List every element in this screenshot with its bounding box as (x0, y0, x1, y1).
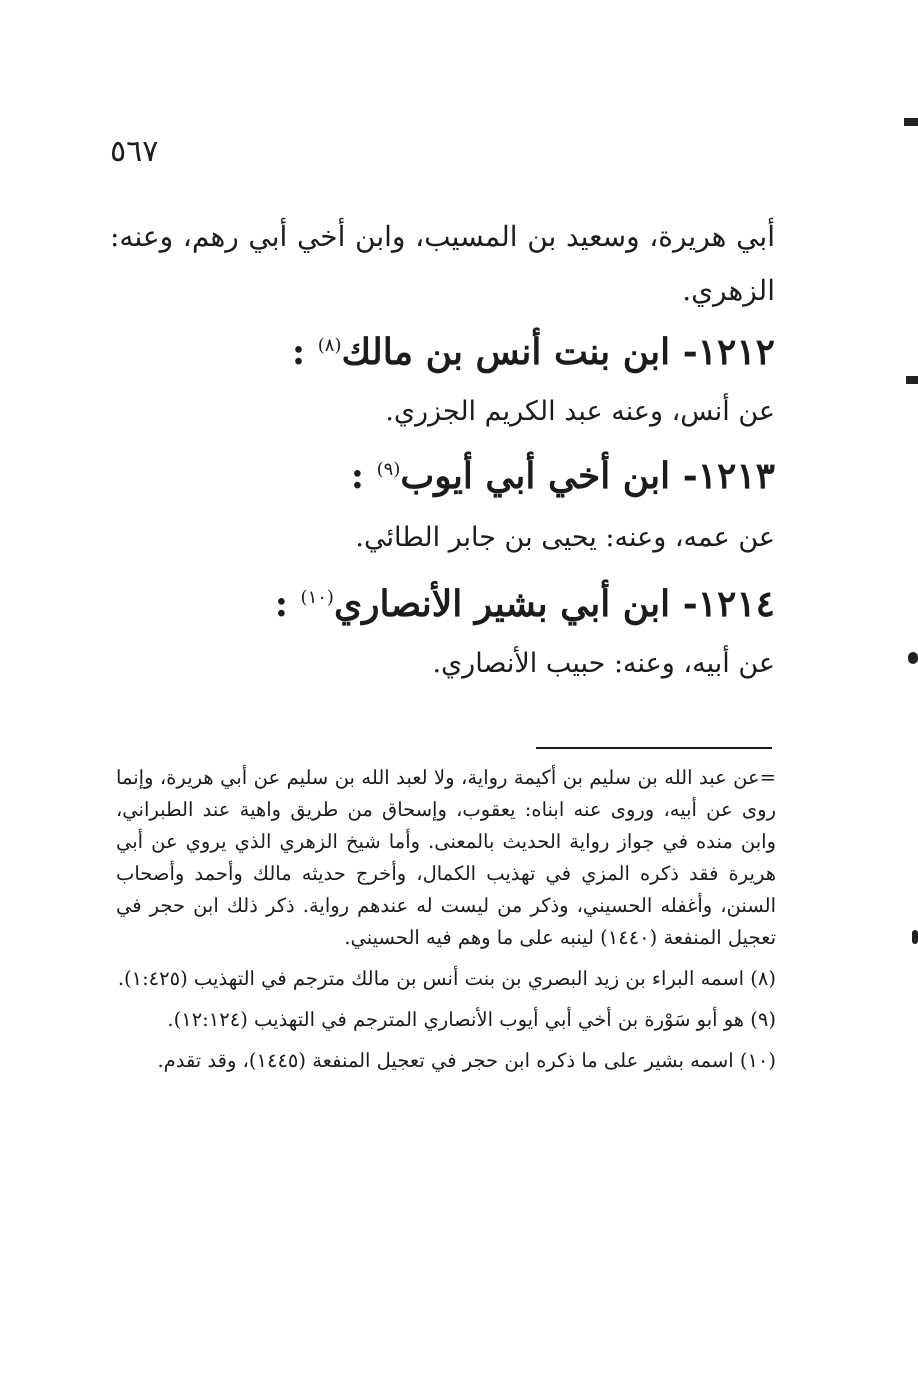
footnote-ref: (٩) (376, 459, 401, 480)
scan-edge-mark (908, 652, 918, 664)
entry-colon: : (291, 331, 306, 373)
entry-body-1214: عن أبيه، وعنه: حبيب الأنصاري. (432, 648, 775, 679)
entry-number: ١٢١٣ (697, 455, 775, 497)
footnote-10: (١٠) اسمه بشير على ما ذكره ابن حجر في تعجيل المنفعة (١٤٤٥)، وقد تقدم. (157, 1049, 776, 1072)
scan-edge-mark (904, 118, 918, 126)
footnote-continued: =عن عبد الله بن سليم بن أكيمة رواية، ولا لعبد الله بن سليم عن أبي هريرة، وإنما روى عن أبيه، وروى عنه ابناه: يعقوب، وإسحاق من طريق واهية عند الطبراني، وابن منده في جواز رواية الحديث بالمعنى. وأما شيخ الزهري الذي يروي عن أبي هريرة فقد ذكره المزي في تهذيب الكمال، وأخرج حديثه مالك وأحمد وأصحاب السنن، وأغفله الحسيني، وذكر من ليست له عندهم رواية. ذكر ذلك ابن حجر في تعجيل المنفعة (١٤٤٠) لينبه على ما وهم فيه الحسيني. (116, 766, 776, 949)
entry-number: ١٢١٢ (697, 331, 775, 373)
entry-title: ابن أخي أبي أيوب (400, 455, 671, 497)
scan-edge-mark (906, 376, 918, 384)
footnote-separator (536, 747, 772, 749)
footnote-ref: (١٠) (300, 587, 334, 608)
entry-number: ١٢١٤ (697, 583, 775, 625)
entry-title: ابن أبي بشير الأنصاري (333, 583, 671, 625)
footnote-ref: (٨) (317, 335, 342, 356)
entry-colon: : (274, 583, 288, 625)
page-number: ٥٦٧ (110, 134, 159, 169)
entry-colon: : (350, 455, 365, 497)
continuation-paragraph: أبي هريرة، وسعيد بن المسيب، وابن أخي أبي رهم، وعنه: الزهري. (110, 220, 775, 307)
footnote-9: (٩) هو أبو سَوْرة بن أخي أبي أيوب الأنصاري المترجم في التهذيب (١٢:١٢٤). (167, 1008, 776, 1031)
entry-title: ابن بنت أنس بن مالك (341, 331, 671, 373)
entry-heading-1213: ١٢١٣- ابن أخي أبي أيوب$^{(٩)}$ : (350, 455, 775, 497)
scan-edge-mark (912, 930, 918, 944)
entry-body-1212: عن أنس، وعنه عبد الكريم الجزري. (385, 396, 775, 427)
entry-body-1213: عن عمه، وعنه: يحيى بن جابر الطائي. (355, 522, 775, 553)
footnotes (116, 762, 776, 1086)
entry-heading-1214: ١٢١٤- ابن أبي بشير الأنصاري$^{(١٠)}$ : (274, 583, 775, 625)
entry-heading-1212: ١٢١٢- ابن بنت أنس بن مالك$^{(٨)}$ : (291, 331, 775, 373)
footnote-8: (٨) اسمه البراء بن زيد البصري بن بنت أنس بن مالك مترجم في التهذيب (١:٤٢٥). (117, 967, 776, 990)
